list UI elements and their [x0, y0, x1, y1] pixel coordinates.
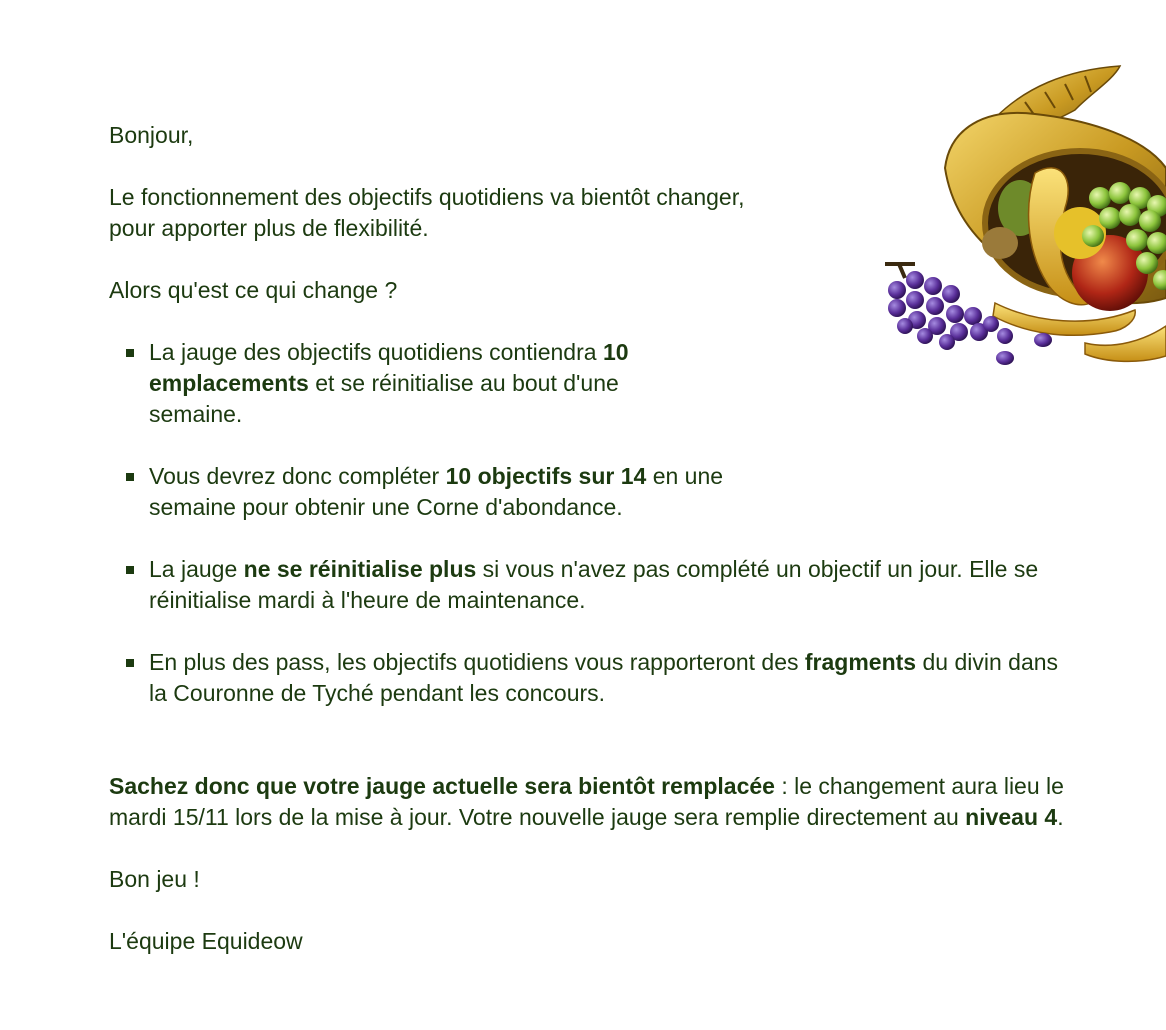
cornucopia-illustration: [875, 58, 1166, 398]
notice-level: niveau 4: [965, 804, 1058, 830]
notice-bold: Sachez donc que votre jauge actuelle sera bientôt remplacée: [109, 773, 775, 799]
list-item: [109, 647, 1069, 709]
point-text: du divin dans la Couronne de Tyché pendant les concours.: [149, 649, 1059, 706]
intro-line-1: Le fonctionnement des objectifs quotidiens va bientôt changer,: [109, 184, 745, 210]
point-text: En plus des pass, les objectifs quotidiens vous rapporteront des: [149, 649, 805, 675]
point-text: La jauge: [149, 556, 244, 582]
point-text: Vous devrez donc compléter: [149, 463, 446, 489]
intro-paragraph: [109, 182, 839, 244]
closing: Bon jeu !: [109, 866, 200, 892]
question: Alors qu'est ce qui change ?: [109, 277, 398, 303]
bullet-icon: [126, 349, 134, 357]
intro-line-2: pour apporter plus de flexibilité.: [109, 215, 429, 241]
point-text: si vous n'avez pas complété un objectif un jour. Elle se réinitialise mardi à l'heure de maintenance.: [149, 556, 1039, 613]
greeting: Bonjour,: [109, 122, 194, 148]
point-text: La jauge des objectifs quotidiens contiendra: [149, 339, 603, 365]
notice-paragraph: [109, 771, 1069, 833]
point-text: en une semaine pour obtenir une Corne d'abondance.: [149, 463, 724, 520]
list-item: [109, 554, 1069, 616]
point-bold: 10 objectifs sur 14: [445, 463, 647, 489]
bullet-icon: [126, 659, 134, 667]
bullet-icon: [126, 566, 134, 574]
notice-text: : le changement aura lieu le mardi 15/11 lors de la mise à jour. Votre nouvelle jauge sera remplie directement au: [109, 773, 1064, 830]
signature: L'équipe Equideow: [109, 928, 303, 954]
point-bold: ne se réinitialise plus: [243, 556, 477, 582]
list-item: [109, 337, 709, 430]
bullet-icon: [126, 473, 134, 481]
list-item: [109, 461, 809, 523]
notice-end: .: [1057, 804, 1064, 830]
point-text: et se réinitialise au bout d'une semaine.: [149, 370, 619, 427]
point-bold: fragments: [804, 649, 917, 675]
point-bold: 10 emplacements: [149, 339, 629, 396]
